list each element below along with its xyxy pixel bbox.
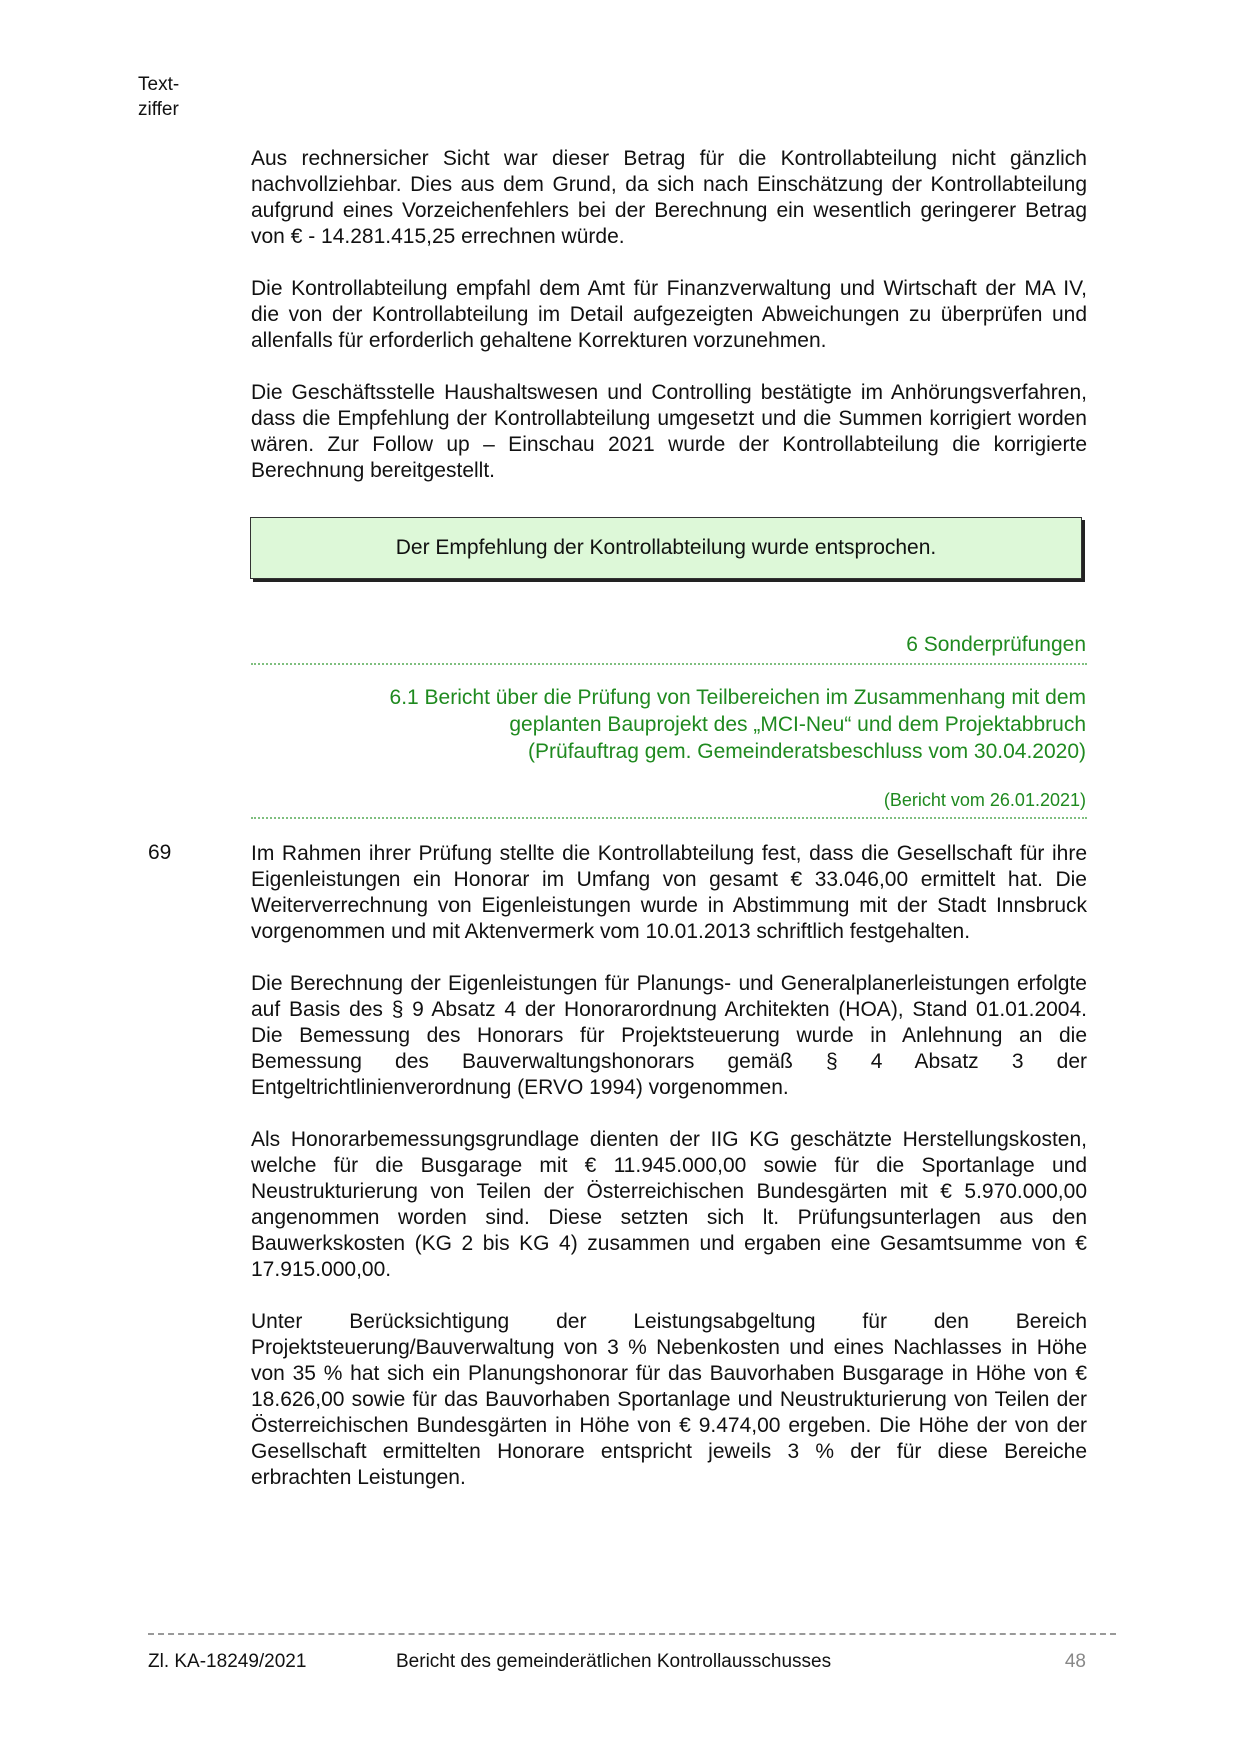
result-box (250, 517, 1082, 579)
subsection-line-3: (Prüfauftrag gem. Gemeinderatsbeschluss vom 30.04.2020) (528, 740, 1086, 763)
top-text-block (251, 146, 1087, 484)
textziffer-column-label (138, 72, 179, 122)
textziffer-number: 69 (148, 841, 172, 864)
section-title: 6 Sonderprüfungen (906, 633, 1086, 656)
paragraph-2: Die Kontrollabteilung empfahl dem Amt für Finanzverwaltung und Wirtschaft der MA IV, die von der Kontrollabteilung im Detail aufgezeigten Abweichungen zu überprüfen und allenfalls für erforderlich gehaltene Korrekturen vorzunehmen. (251, 277, 1087, 352)
paragraph-6: Als Honorarbemessungsgrundlage dienten der IIG KG geschätzte Herstellungskosten, welche für die Busgarage mit € 11.945.000,00 sowie für die Sportanlage und Neustrukturierung von Teilen der Österreichischen Bundesgärten mit € 5.970.000,00 angenommen worden sind. Diese setzten sich lt. Prüfungsunterlagen aus den Bauwerkskosten (KG 2 bis KG 4) zusammen und ergaben eine Gesamtsumme von € 17.915.000,00. (251, 1128, 1087, 1281)
margin-label-line-2: ziffer (138, 99, 179, 120)
paragraph-7: Unter Berücksichtigung der Leistungsabgeltung für den Bereich Projektsteuerung/Bauverwaltung von 3 % Nebenkosten und eines Nachlasses in Höhe von 35 % hat sich ein Planungshonorar für das Bauvorhaben Busgarage in Höhe von € 18.626,00 sowie für das Bauvorhaben Sportanlage und Neustrukturierung von Teilen der Österreichischen Bundesgärten in Höhe von € 9.474,00 ergeben. Die Höhe der von der Gesellschaft ermittelten Honorare entspricht jeweils 3 % der für diese Bereiche erbrachten Leistungen. (251, 1310, 1087, 1489)
section-divider (251, 663, 1087, 665)
footer-divider (148, 1633, 1116, 1635)
footer-reference: Zl. KA-18249/2021 (148, 1651, 307, 1672)
paragraph-5: Die Berechnung der Eigenleistungen für Planungs- und Generalplanerleistungen erfolgte auf Basis des § 9 Absatz 4 der Honorarordnung Architekten (HOA), Stand 01.01.2004. Die Bemessung des Honorars für Projektsteuerung wurde in Anlehnung an die Bemessung des Bauverwaltungshonorars gemäß § 4 Absatz 3 der Entgeltrichtlinienverordnung (ERVO 1994) vorgenommen. (251, 972, 1087, 1099)
paragraph-3: Die Geschäftsstelle Haushaltswesen und Controlling bestätigte im Anhörungsverfahren, dass die Empfehlung der Kontrollabteilung umgesetzt und die Summen korrigiert worden wären. Zur Follow up – Einschau 2021 wurde der Kontrollabteilung die korrigierte Berechnung bereitgestellt. (251, 381, 1087, 482)
subsection-title (326, 684, 1086, 765)
page-number: 48 (1064, 1651, 1086, 1672)
paragraph-4: Im Rahmen ihrer Prüfung stellte die Kontrollabteilung fest, dass die Gesellschaft für ihre Eigenleistungen ein Honorar im Umfang von gesamt € 33.046,00 ermittelt hat. Die Weiterverrechnung von Eigenleistungen wurde in Abstimmung mit der Stadt Innsbruck vorgenommen und mit Aktenvermerk vom 10.01.2013 schriftlich festgehalten. (251, 842, 1087, 943)
result-text: Der Empfehlung der Kontrollabteilung wurde entsprochen. (395, 536, 937, 559)
footer-title: Bericht des gemeinderätlichen Kontrollausschusses (396, 1651, 832, 1672)
paragraph-1: Aus rechnersicher Sicht war dieser Betrag für die Kontrollabteilung nicht gänzlich nachvollziehbar. Dies aus dem Grund, da sich nach Einschätzung der Kontrollabteilung aufgrund eines Vorzeichenfehlers bei der Berechnung ein wesentlich geringerer Betrag von € - 14.281.415,25 errechnen würde. (251, 147, 1087, 248)
report-date: (Bericht vom 26.01.2021) (883, 790, 1086, 810)
subsection-divider (251, 817, 1087, 819)
margin-label-line-1: Text- (138, 74, 180, 95)
subsection-line-2: geplanten Bauprojekt des „MCI-Neu“ und dem Projektabbruch (509, 713, 1086, 736)
bottom-text-block (251, 841, 1087, 1491)
subsection-line-1: 6.1 Bericht über die Prüfung von Teilbereichen im Zusammenhang mit dem (389, 686, 1086, 709)
